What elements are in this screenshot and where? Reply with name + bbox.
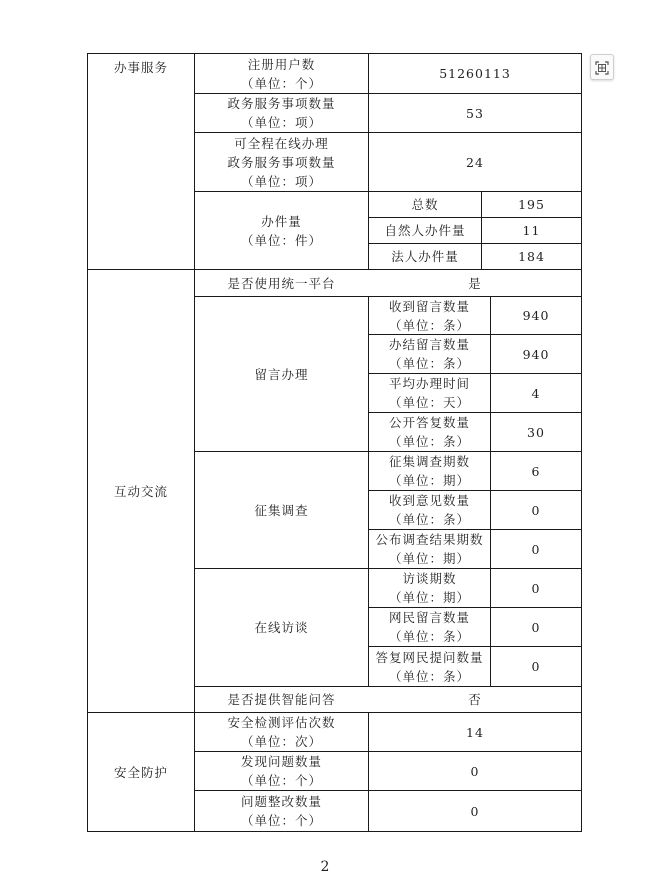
section-service-label: 办事服务 bbox=[113, 60, 168, 75]
survey-label: 征集调查 bbox=[254, 502, 309, 518]
issues-found-label: 发现问题数量 （单位：个） bbox=[240, 754, 322, 788]
cases-total-label: 总数 bbox=[411, 197, 439, 212]
unified-platform-label: 是否使用统一平台 bbox=[227, 275, 336, 291]
interview-netizen-value: 0 bbox=[531, 619, 541, 635]
messages-avgtime-label: 平均办理时间 （单位：天） bbox=[388, 376, 470, 410]
messages-handled-value: 940 bbox=[522, 346, 550, 362]
online-items-label: 可全程在线办理 政务服务事项数量 （单位：项） bbox=[227, 135, 336, 189]
interview-netizen-label: 网民留言数量 （单位：条） bbox=[388, 610, 470, 644]
survey-periods-label: 征集调查期数 （单位：期） bbox=[388, 454, 470, 488]
cases-legal-value: 184 bbox=[518, 249, 545, 264]
assessments-label: 安全检测评估次数 （单位：次） bbox=[227, 715, 336, 749]
interview-answers-label: 答复网民提问数量 （单位：条） bbox=[375, 649, 484, 684]
messages-label: 留言办理 bbox=[254, 366, 309, 382]
smart-qa-label: 是否提供智能问答 bbox=[227, 692, 336, 707]
qr-scan-button[interactable] bbox=[590, 54, 614, 80]
issues-fixed-label: 问题整改数量 （单位：个） bbox=[240, 794, 322, 828]
issues-found-value: 0 bbox=[470, 763, 480, 779]
qr-scan-icon bbox=[595, 60, 609, 74]
messages-avgtime-value: 4 bbox=[531, 385, 541, 401]
interview-periods-value: 0 bbox=[531, 580, 541, 596]
cases-natural-label: 自然人办件量 bbox=[384, 223, 466, 238]
survey-results-value: 0 bbox=[531, 541, 541, 557]
unified-platform-value: 是 bbox=[468, 275, 482, 291]
survey-opinions-label: 收到意见数量 （单位：条） bbox=[388, 493, 470, 527]
interview-label: 在线访谈 bbox=[254, 620, 309, 635]
messages-received-label: 收到留言数量 （单位：条） bbox=[388, 298, 470, 333]
service-items-label: 政务服务事项数量 （单位：项） bbox=[227, 96, 336, 130]
smart-qa-value: 否 bbox=[468, 692, 482, 707]
messages-public-label: 公开答复数量 （单位：条） bbox=[388, 415, 470, 449]
online-items-value: 24 bbox=[466, 154, 484, 170]
service-items-value: 53 bbox=[466, 105, 484, 121]
cases-total-value: 195 bbox=[518, 197, 545, 212]
survey-results-label: 公布调查结果期数 （单位：期） bbox=[375, 532, 484, 566]
section-security-label: 安全防护 bbox=[113, 764, 168, 780]
cases-label: 办件量 （单位：件） bbox=[240, 213, 322, 248]
messages-public-value: 30 bbox=[527, 424, 545, 440]
messages-handled-label: 办结留言数量 （单位：条） bbox=[388, 337, 470, 371]
assessments-value: 14 bbox=[466, 724, 484, 740]
survey-opinions-value: 0 bbox=[531, 502, 541, 518]
cases-natural-value: 11 bbox=[522, 223, 541, 238]
registered-users-value: 51260113 bbox=[439, 66, 511, 81]
messages-received-value: 940 bbox=[522, 308, 550, 323]
page-number: 2 bbox=[320, 859, 330, 875]
interview-answers-value: 0 bbox=[531, 659, 541, 674]
interview-periods-label: 访谈期数 （单位：期） bbox=[388, 571, 470, 605]
survey-periods-value: 6 bbox=[531, 463, 541, 479]
issues-fixed-value: 0 bbox=[470, 803, 480, 819]
section-interaction-label: 互动交流 bbox=[113, 483, 168, 499]
registered-users-label: 注册用户数 （单位：个） bbox=[240, 56, 322, 91]
cases-legal-label: 法人办件量 bbox=[391, 249, 459, 264]
